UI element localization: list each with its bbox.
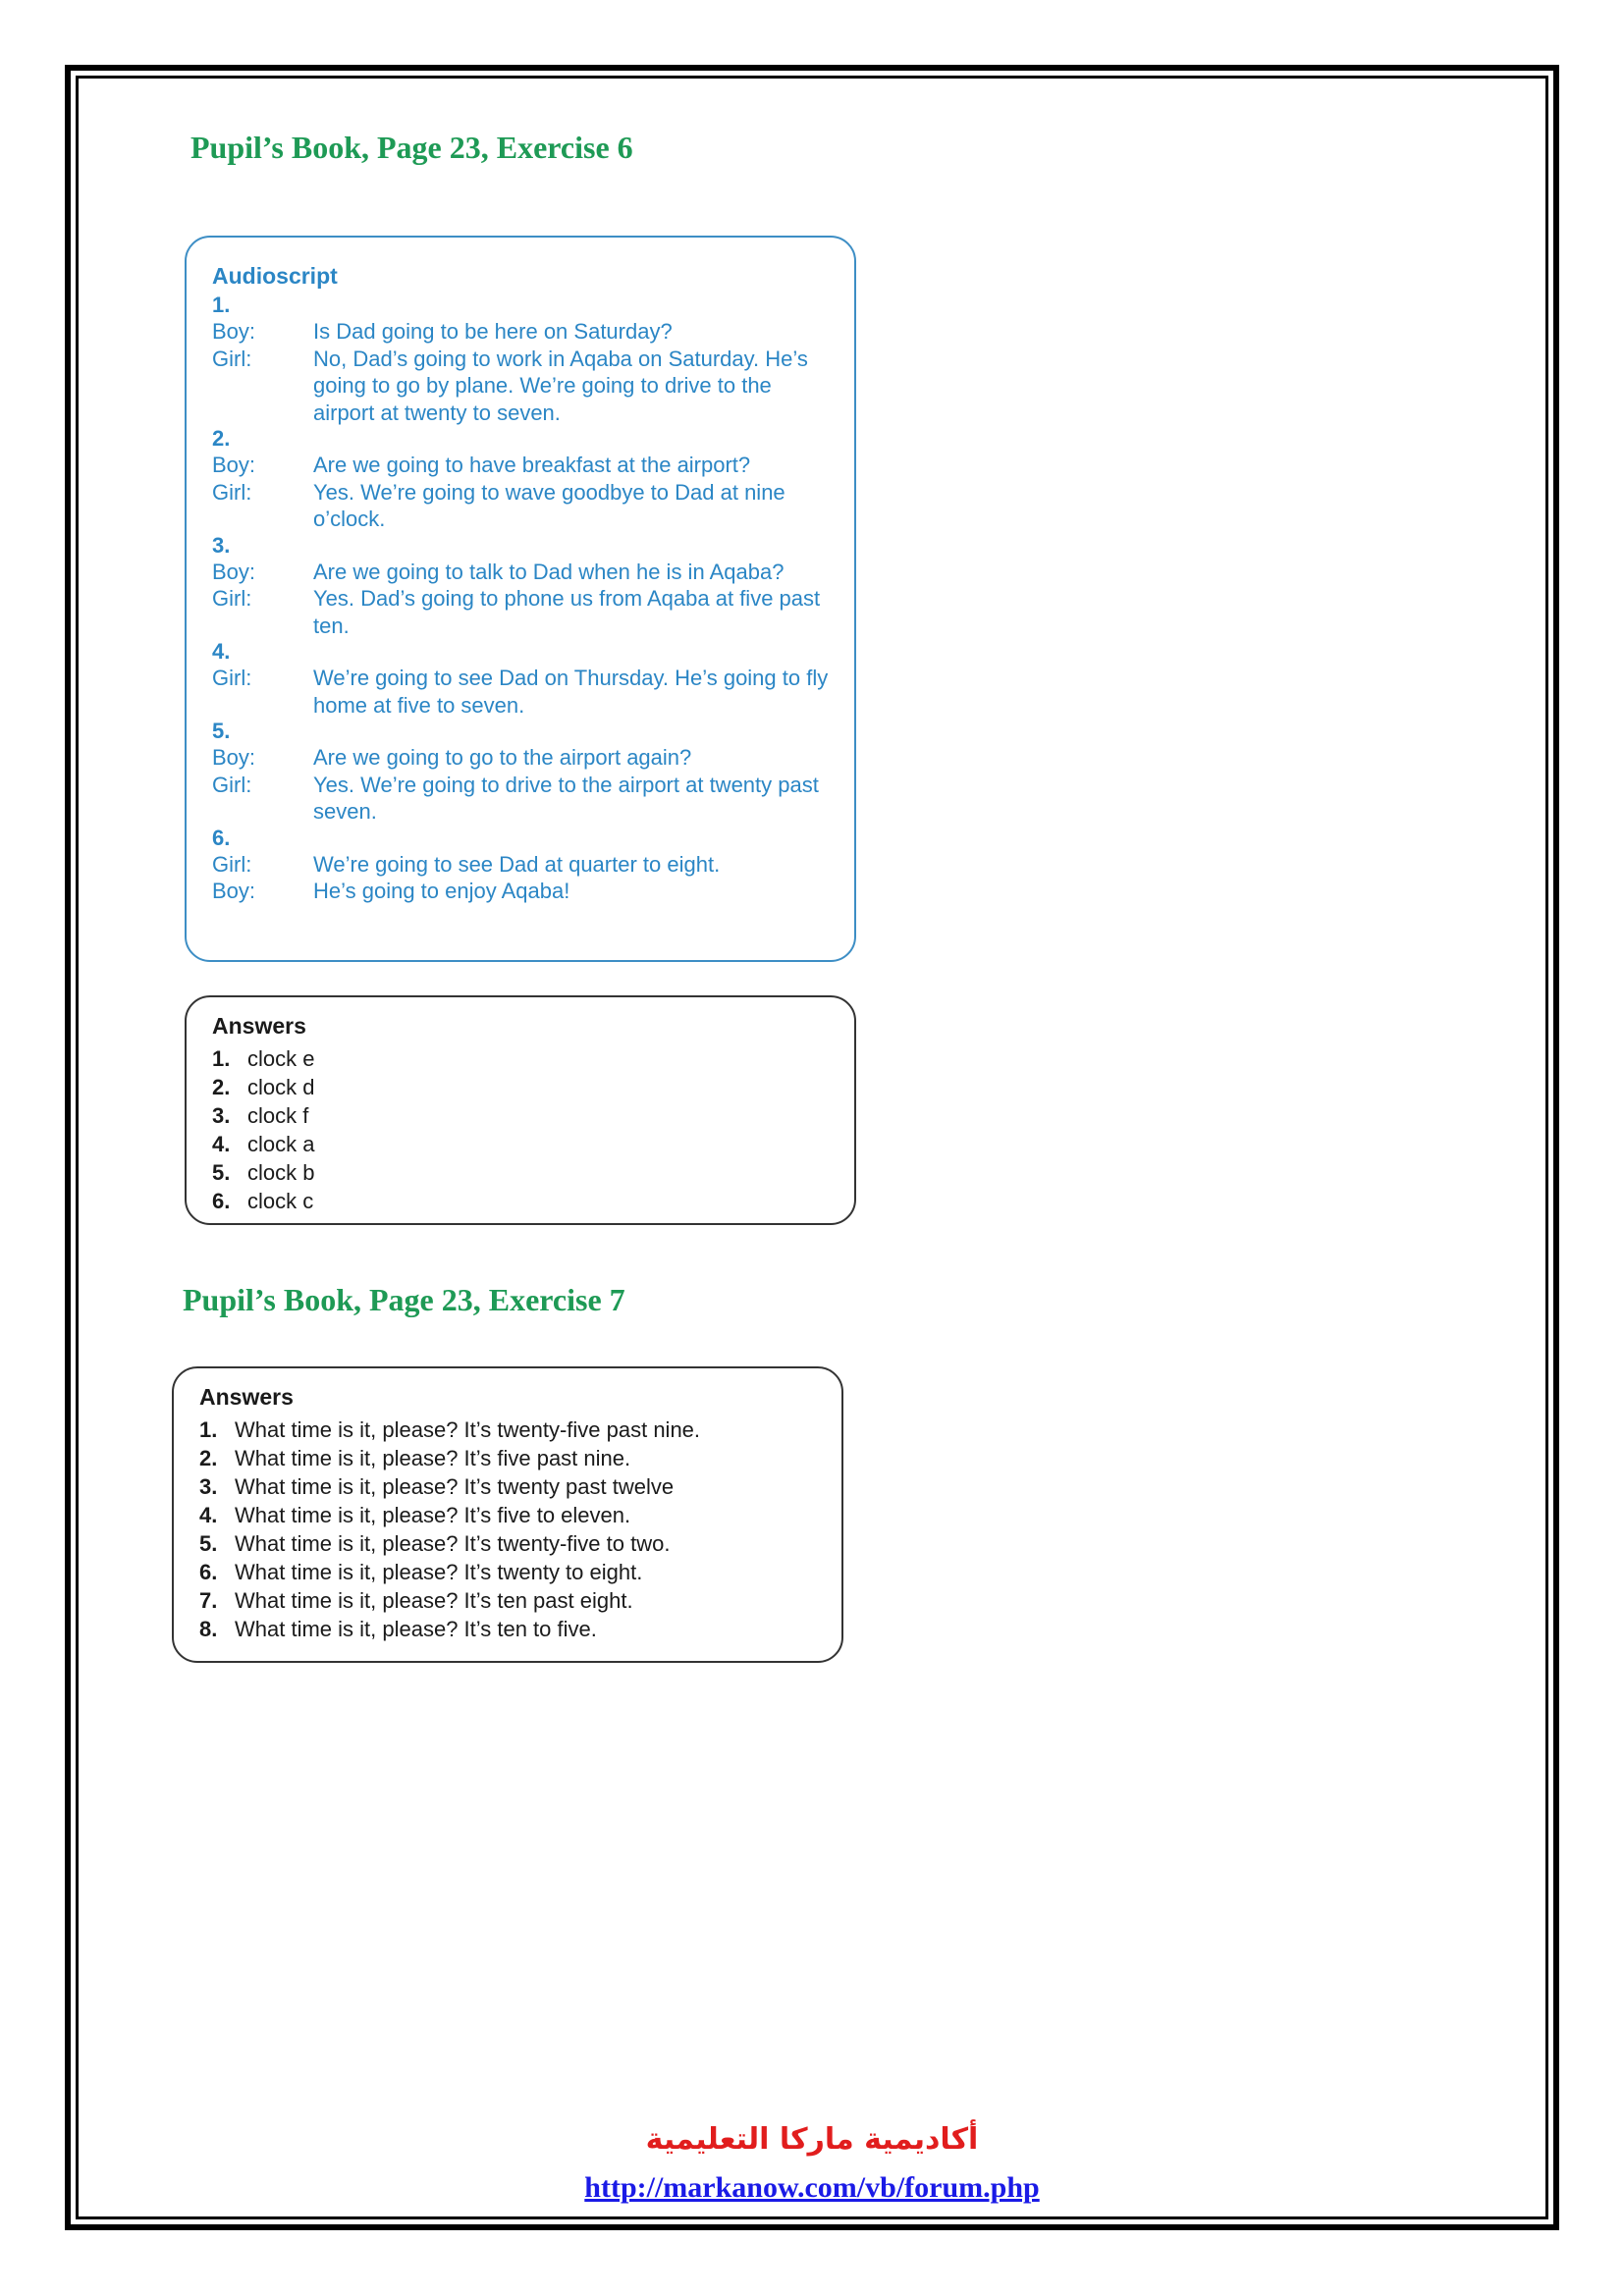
dialogue-line xyxy=(212,452,835,479)
item-number: 6. xyxy=(212,825,231,850)
answer-number: 3. xyxy=(199,1474,218,1499)
answer-number: 6. xyxy=(212,1189,231,1213)
answer-text: What time is it, please? It’s ten past eight. xyxy=(235,1588,633,1613)
dialogue-line xyxy=(212,346,835,427)
answer-number: 2. xyxy=(212,1075,231,1099)
item-number: 2. xyxy=(212,426,231,451)
answer-text: What time is it, please? It’s twenty-five to two. xyxy=(235,1531,671,1556)
dialogue-line xyxy=(212,744,835,772)
speaker-label: Boy: xyxy=(212,879,256,903)
answer-text: What time is it, please? It’s twenty to eight. xyxy=(235,1560,643,1584)
answer-number: 8. xyxy=(199,1617,218,1641)
answer-item xyxy=(212,1158,835,1187)
answer-item xyxy=(199,1529,822,1558)
answer-item xyxy=(199,1444,822,1472)
answers-title: Answers xyxy=(212,1013,306,1039)
speaker-label: Boy: xyxy=(212,319,256,344)
answer-item xyxy=(212,1187,835,1215)
answer-number: 4. xyxy=(212,1132,231,1156)
answer-text: clock b xyxy=(247,1160,315,1185)
dialogue-line xyxy=(212,585,835,639)
dialogue-line xyxy=(212,878,835,905)
audioscript-item xyxy=(212,639,835,719)
answer-number: 5. xyxy=(199,1531,218,1556)
speech-text: No, Dad’s going to work in Aqaba on Saturday. He’s going to go by plane. We’re going to drive to the airport at twenty to seven. xyxy=(313,346,808,425)
answer-item xyxy=(212,1130,835,1158)
answer-text: clock f xyxy=(247,1103,309,1128)
answers-title: Answers xyxy=(199,1384,294,1410)
speaker-label: Girl: xyxy=(212,586,252,611)
answer-number: 3. xyxy=(212,1103,231,1128)
speaker-label: Girl: xyxy=(212,772,252,797)
item-number: 3. xyxy=(212,532,231,558)
exercise7-answers-box xyxy=(172,1366,843,1663)
answer-text: What time is it, please? It’s twenty-five past nine. xyxy=(235,1417,701,1442)
answer-text: What time is it, please? It’s twenty past twelve xyxy=(235,1474,675,1499)
dialogue-line xyxy=(212,318,835,346)
item-number: 4. xyxy=(212,639,231,664)
answer-item xyxy=(199,1586,822,1615)
audioscript-item xyxy=(212,826,835,905)
answer-text: clock e xyxy=(247,1046,315,1071)
audioscript-item xyxy=(212,293,835,426)
footer-forum-link[interactable]: http://markanow.com/vb/forum.php xyxy=(584,2171,1040,2204)
dialogue-line xyxy=(212,665,835,719)
answer-text: What time is it, please? It’s five to eleven. xyxy=(235,1503,631,1527)
speech-text: He’s going to enjoy Aqaba! xyxy=(313,879,570,903)
answer-number: 2. xyxy=(199,1446,218,1470)
answer-item xyxy=(212,1044,835,1073)
speaker-label: Girl: xyxy=(212,479,252,505)
speaker-label: Girl: xyxy=(212,851,252,877)
speech-text: Yes. Dad’s going to phone us from Aqaba at five past ten. xyxy=(313,586,821,638)
answer-number: 5. xyxy=(212,1160,231,1185)
answer-text: What time is it, please? It’s five past nine. xyxy=(235,1446,631,1470)
answer-text: clock c xyxy=(247,1189,314,1213)
dialogue-line xyxy=(212,851,835,879)
footer-academy-name: أكاديمية ماركا التعليمية xyxy=(645,2122,979,2157)
speech-text: Yes. We’re going to wave goodbye to Dad at nine o’clock. xyxy=(313,479,785,531)
dialogue-line xyxy=(212,772,835,826)
audioscript-item xyxy=(212,533,835,640)
speaker-label: Boy: xyxy=(212,745,256,770)
speech-text: Are we going to have breakfast at the airport? xyxy=(313,453,751,477)
answer-item xyxy=(199,1415,822,1444)
item-number: 5. xyxy=(212,719,231,743)
answer-number: 4. xyxy=(199,1503,218,1527)
answer-item xyxy=(199,1501,822,1529)
answer-number: 1. xyxy=(199,1417,218,1442)
audioscript-title: Audioscript xyxy=(212,263,338,289)
exercise7-heading: Pupil’s Book, Page 23, Exercise 7 xyxy=(183,1282,625,1317)
speech-text: Are we going to talk to Dad when he is in Aqaba? xyxy=(313,559,785,584)
speech-text: Is Dad going to be here on Saturday? xyxy=(313,319,673,344)
answer-item xyxy=(212,1101,835,1130)
speaker-label: Boy: xyxy=(212,453,256,477)
speaker-label: Girl: xyxy=(212,346,252,371)
answer-number: 1. xyxy=(212,1046,231,1071)
answer-item xyxy=(199,1472,822,1501)
answer-item xyxy=(199,1615,822,1643)
dialogue-line xyxy=(212,479,835,533)
answer-number: 7. xyxy=(199,1588,218,1613)
speaker-label: Girl: xyxy=(212,666,252,690)
answer-text: clock a xyxy=(247,1132,315,1156)
item-number: 1. xyxy=(212,293,231,317)
exercise6-heading: Pupil’s Book, Page 23, Exercise 6 xyxy=(190,130,633,165)
exercise6-answers-box xyxy=(185,995,856,1225)
speech-text: Yes. We’re going to drive to the airport at twenty past seven. xyxy=(313,772,819,824)
speaker-label: Boy: xyxy=(212,559,256,584)
audioscript-box xyxy=(185,236,856,962)
answer-item xyxy=(199,1558,822,1586)
audioscript-item xyxy=(212,426,835,533)
dialogue-line xyxy=(212,559,835,586)
answer-item xyxy=(212,1073,835,1101)
answer-text: What time is it, please? It’s ten to five. xyxy=(235,1617,597,1641)
answer-text: clock d xyxy=(247,1075,315,1099)
speech-text: We’re going to see Dad on Thursday. He’s going to fly home at five to seven. xyxy=(313,666,829,718)
speech-text: Are we going to go to the airport again? xyxy=(313,745,692,770)
speech-text: We’re going to see Dad at quarter to eight. xyxy=(313,851,721,877)
answer-number: 6. xyxy=(199,1560,218,1584)
audioscript-item xyxy=(212,719,835,826)
